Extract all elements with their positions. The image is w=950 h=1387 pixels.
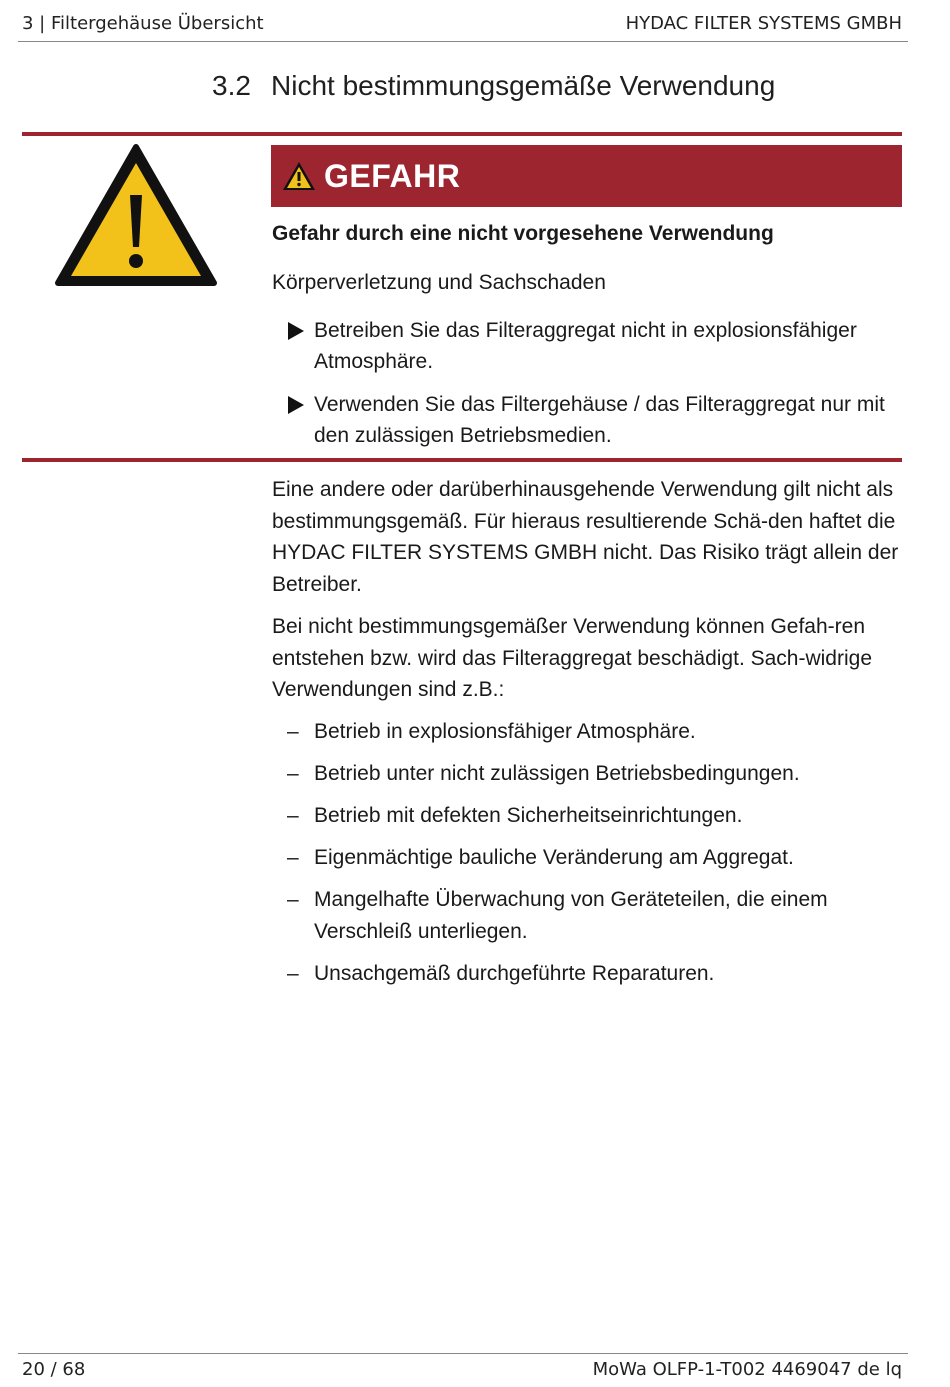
list-item (287, 958, 907, 990)
list-item (287, 884, 907, 947)
misuse-examples-list (287, 716, 907, 1000)
hazard-title: Gefahr durch eine nicht vorgesehene Verwendung (272, 222, 774, 245)
list-item-text: Unsachgemäß durchgeführte Reparaturen. (314, 961, 715, 985)
list-item-text: Betrieb in explosionsfähiger Atmosphäre. (314, 720, 696, 743)
signal-word: GEFAHR (324, 157, 461, 194)
action-arrow-icon (288, 322, 304, 340)
running-header-chapter: 3 | Filtergehäuse Übersicht (22, 13, 264, 34)
section-number: 3.2 (212, 70, 251, 101)
hazard-consequence: Körperverletzung und Sachschaden (272, 271, 606, 294)
action-arrow-icon (288, 396, 304, 414)
list-item-text: Betrieb unter nicht zulässigen Betriebsbedingungen. (314, 762, 800, 785)
list-item-text: Eigenmächtige bauliche Veränderung am Aggregat. (314, 846, 794, 869)
danger-signal-banner (271, 145, 902, 207)
list-dash: – (287, 846, 299, 869)
safety-action-text: Betreiben Sie das Filteraggregat nicht in explosionsfähiger Atmosphäre. (314, 319, 857, 373)
list-item (287, 758, 907, 790)
body-paragraph: Bei nicht bestimmungsgemäßer Verwendung können Gefah-ren entstehen bzw. wird das Filteraggregat beschädigt. Sach-widrige Verwendungen sind z.B.: (272, 615, 872, 701)
running-header-company: HYDAC FILTER SYSTEMS GMBH (625, 13, 902, 34)
warning-triangle-icon (54, 143, 218, 289)
page-number: 20 / 68 (22, 1359, 86, 1380)
warning-bottom-rule (22, 458, 902, 462)
document-id: MoWa OLFP-1-T002 4469047 de lq (592, 1359, 902, 1380)
section-heading (212, 70, 775, 102)
body-paragraph: Eine andere oder darüberhinausgehende Verwendung gilt nicht als bestimmungsgemäß. Für hieraus resultierende Schä-den haftet die HYDAC FILTER SYSTEMS GMBH nicht. Das Risiko trägt allein der Betreiber. (272, 478, 899, 596)
list-dash: – (287, 961, 299, 985)
list-dash: – (287, 762, 299, 785)
small-warning-icon (282, 161, 316, 191)
list-item (287, 842, 907, 874)
footer-rule (18, 1353, 908, 1354)
section-title: Nicht bestimmungsgemäße Verwendung (271, 70, 776, 101)
header-rule (18, 41, 908, 42)
warning-top-rule (22, 132, 902, 136)
list-item (287, 800, 907, 832)
list-item (287, 716, 907, 748)
safety-action (288, 389, 903, 451)
list-dash: – (287, 720, 299, 743)
safety-action-text: Verwenden Sie das Filtergehäuse / das Filteraggregat nur mit den zulässigen Betriebsmedien. (314, 393, 885, 447)
list-dash: – (287, 888, 299, 911)
list-item-text: Betrieb mit defekten Sicherheitseinrichtungen. (314, 804, 743, 827)
safety-action (288, 315, 903, 377)
list-dash: – (287, 804, 299, 827)
list-item-text: Mangelhafte Überwachung von Geräteteilen, die einem Verschleiß unterliegen. (314, 888, 828, 943)
